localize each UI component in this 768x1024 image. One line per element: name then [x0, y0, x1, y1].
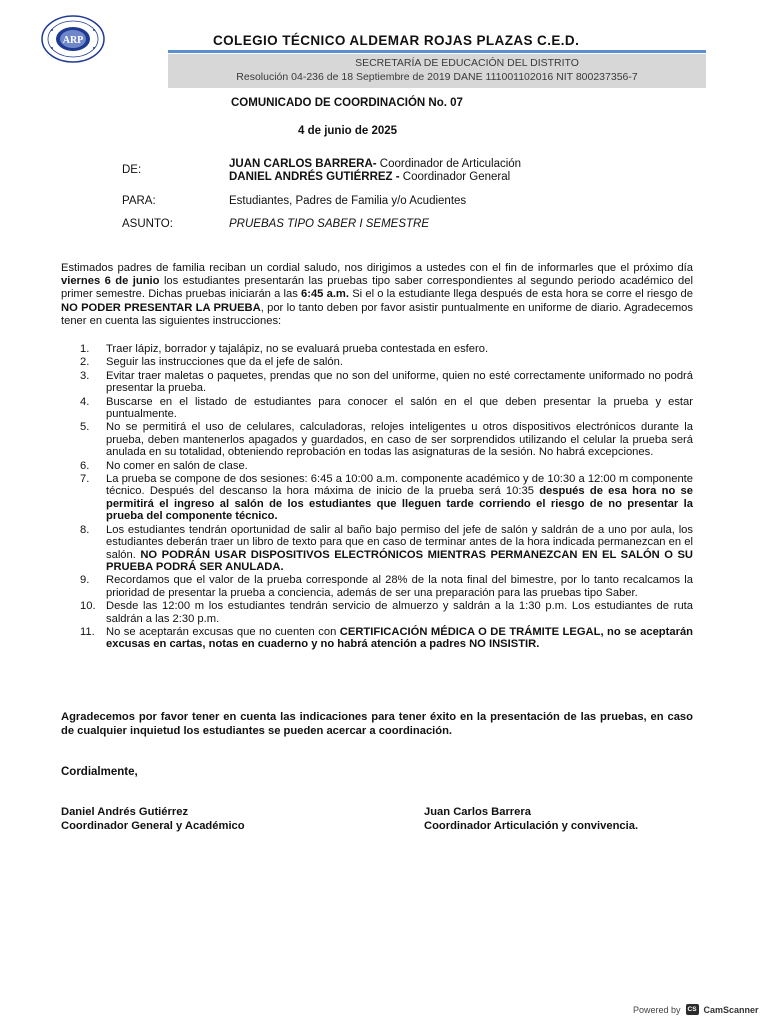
de-role-1: Coordinador de Articulación	[376, 158, 522, 170]
list-item: 2. Seguir las instrucciones que da el jefe de salón.	[80, 356, 343, 369]
header-accent-bar	[168, 50, 706, 53]
signature-right-name: Juan Carlos Barrera	[424, 806, 531, 818]
signature-left-role: Coordinador General y Académico	[61, 819, 245, 832]
secretaria-text: SECRETARÍA DE EDUCACIÓN DEL DISTRITO	[355, 57, 579, 69]
closing-paragraph: Agradecemos por favor tener en cuenta las indicaciones para tener éxito en la presentación de las pruebas, en caso de cualquier inquietud los estudiantes se pueden acercar a coordinación.	[61, 711, 693, 737]
svg-text:ARP: ARP	[62, 35, 84, 46]
de-name-2: DANIEL ANDRÉS GUTIÉRREZ -	[229, 171, 400, 183]
resolucion-text: Resolución 04-236 de 18 Septiembre de 2019 DANE 111001102016 NIT 800237356-7	[236, 71, 638, 83]
list-item: 9. Recordamos que el valor de la prueba corresponde al 28% de la nota final del bimestre, por lo tanto recalcamos la prioridad de presentar la prueba a conciencia, además de ser una preparación para las pruebas tipo Saber.	[80, 574, 693, 599]
list-item: 11. No se aceptarán excusas que no cuenten con CERTIFICACIÓN MÉDICA O DE TRÁMITE LEGAL, no se aceptarán excusas en cartas, notas en cuaderno y no habrá atención a padres NO INSISTIR.	[80, 625, 693, 651]
cordialmente: Cordialmente,	[61, 766, 138, 778]
camscanner-icon: CS	[687, 1006, 697, 1013]
signature-left-name: Daniel Andrés Gutiérrez	[61, 806, 189, 818]
para-label: PARA:	[122, 195, 156, 207]
list-item: 7. La prueba se compone de dos sesiones: 6:45 a 10:00 a.m. componente académico y de 10:30 a 12:00 m componente técnico. Después del descanso la hora máxima de inicio de la prueba será 10:35 después de esa hora no se permitirá el ingreso al salón de los estudiantes que lleguen tarde corriendo el riesgo de no presentar la prueba del componente técnico.	[80, 473, 693, 523]
signature-left	[61, 806, 245, 833]
de-role-2: Coordinador General	[399, 171, 511, 183]
document-date: 4 de junio de 2025	[298, 125, 398, 137]
school-name: COLEGIO TÉCNICO ALDEMAR ROJAS PLAZAS C.E.D.	[213, 33, 580, 48]
asunto-label: ASUNTO:	[122, 218, 173, 230]
list-item: 1. Traer lápiz, borrador y tajalápiz, no se evaluará prueba contestada en esfero.	[80, 343, 489, 355]
document-title: COMUNICADO DE COORDINACIÓN No. 07	[231, 97, 463, 109]
list-item: 3. Evitar traer maletas o paquetes, prendas que no son del uniforme, quien no esté correctamente uniformado no podrá presentar la prueba.	[80, 369, 693, 395]
school-logo-seal	[40, 14, 106, 64]
camscanner-footer	[633, 1004, 759, 1015]
list-item: 6. No comer en salón de clase.	[80, 459, 248, 472]
header-info-band	[168, 54, 706, 88]
list-item: 5. No se permitirá el uso de celulares, calculadoras, relojes inteligentes u otros dispositivos electrónicos durante la prueba, deben mantenerlos apagados y guardados, en caso de ser sorprendidos utilizando el celular la prueba será anulada en su totalidad, obteniendo reprobación en todas las asignaturas de la sesión. No habrá excepciones.	[80, 421, 693, 459]
list-item: 10. Desde las 12:00 m los estudiantes tendrán servicio de almuerzo y saldrán a la 1:30 p.m. Los estudiantes de ruta saldrán a las 2:30 p.m.	[80, 600, 693, 625]
intro-paragraph: Estimados padres de familia reciban un cordial saludo, nos dirigimos a ustedes con el fin de informarles que el próximo día viernes 6 de junio los estudiantes presentarán las pruebas tipo saber correspondientes al segundo periodo académico del primer semestre. Dichas pruebas iniciarán a las 6:45 a.m. Si el o la estudiante llega después de esta hora se corre el riesgo de NO PODER PRESENTAR LA PRUEBA, por lo tanto deben por favor asistir puntualmente en uniforme de diario. Agradecemos tener en cuenta las siguientes instrucciones:	[61, 262, 694, 327]
de-label: DE:	[122, 164, 142, 176]
signature-right-role: Coordinador Articulación y convivencia.	[424, 819, 639, 832]
asunto-value: PRUEBAS TIPO SABER I SEMESTRE	[229, 218, 430, 230]
powered-by-text: Powered by	[633, 1004, 681, 1015]
de-value	[229, 158, 521, 184]
signature-right	[424, 806, 638, 833]
camscanner-label: CamScanner	[703, 1004, 759, 1015]
de-name-1: JUAN CARLOS BARRERA-	[229, 158, 377, 170]
instructions-list	[61, 343, 693, 652]
para-value: Estudiantes, Padres de Familia y/o Acudientes	[229, 195, 467, 207]
list-item: 8. Los estudiantes tendrán oportunidad de salir al baño bajo permiso del jefe de salón y saldrán de a uno por aula, los estudiantes deberán traer un libro de texto para que en caso de terminar antes de la hora indicada permanezcan en el salón. NO PODRÁN USAR DISPOSITIVOS ELECTRÓNICOS MIENTRAS PERMANEZCAN EN EL SALÓN O SU PRUEBA PODRÁ SER ANULADA.	[80, 523, 693, 573]
list-item: 4. Buscarse en el listado de estudiantes para conocer el salón en el que deben presentar la prueba y estar puntualmente.	[80, 395, 693, 421]
